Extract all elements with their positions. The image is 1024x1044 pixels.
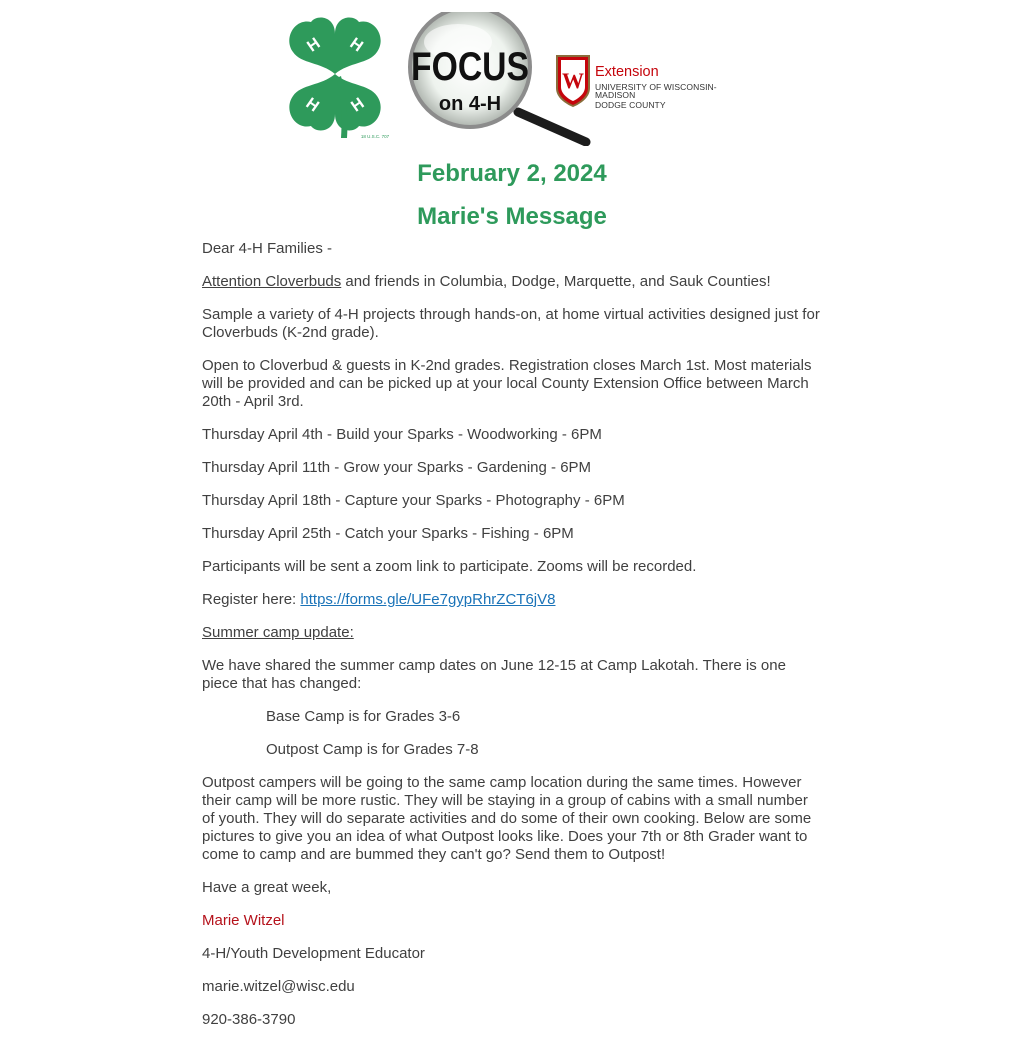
- session-item: Thursday April 18th - Capture your Sparks - Photography - 6PM: [202, 492, 625, 509]
- registration-paragraph: Open to Cloverbud & guests in K-2nd grades. Registration closes March 1st. Most materials will be provided and can be picked up at your local County Extension Office between March 20th - April 3rd.: [202, 357, 812, 410]
- extension-wordmark: Extension: [595, 64, 659, 80]
- signature-role: 4-H/Youth Development Educator: [202, 945, 425, 962]
- register-label: Register here:: [202, 591, 301, 608]
- outpost-camp-line: Outpost Camp is for Grades 7-8: [266, 741, 479, 758]
- attention-text: and friends in Columbia, Dodge, Marquette, and Sauk Counties!: [341, 273, 771, 290]
- newsletter-date: February 2, 2024: [417, 160, 607, 187]
- svg-text:H: H: [346, 34, 366, 56]
- session-item: Thursday April 11th - Grow your Sparks - Gardening - 6PM: [202, 459, 592, 476]
- signature-email: marie.witzel@wisc.edu: [202, 978, 355, 995]
- summer-camp-heading: Summer camp update:: [202, 624, 354, 641]
- attention-paragraph: [202, 273, 822, 291]
- session-item: Thursday April 25th - Catch your Sparks - Fishing - 6PM: [202, 525, 574, 542]
- svg-text:H: H: [348, 94, 368, 116]
- signature-phone: 920-386-3790: [202, 1011, 296, 1028]
- svg-text:H: H: [302, 94, 322, 116]
- newsletter-header: [0, 0, 1024, 148]
- focus-logo-title: FOCUS: [411, 45, 529, 89]
- message-body: [202, 240, 822, 1044]
- clover-trademark: 18 U.S.C. 707: [360, 134, 390, 139]
- register-link[interactable]: https://forms.gle/UFe7gypRhrZCT6jV8: [300, 591, 556, 608]
- closing-line: Have a great week,: [202, 879, 332, 896]
- extension-university: UNIVERSITY OF WISCONSIN-MADISON: [595, 81, 717, 100]
- uw-extension-logo: [555, 52, 755, 110]
- register-line: [202, 591, 822, 609]
- sample-paragraph: Sample a variety of 4-H projects through hands-on, at home virtual activities designed just for Cloverbuds (K-2nd grade).: [202, 306, 820, 341]
- signature-name: Marie Witzel: [202, 912, 285, 929]
- focus-logo-subtitle: on 4-H: [438, 93, 502, 115]
- 4h-clover-logo: [277, 12, 393, 140]
- base-camp-line: Base Camp is for Grades 3-6: [266, 708, 461, 725]
- attention-cloverbuds-heading: Attention Cloverbuds: [202, 273, 342, 290]
- extension-county: DODGE COUNTY: [595, 99, 666, 110]
- svg-text:H: H: [304, 34, 324, 56]
- zoom-paragraph: Participants will be sent a zoom link to participate. Zooms will be recorded.: [202, 558, 697, 575]
- svg-text:W: W: [562, 68, 584, 93]
- session-item: Thursday April 4th - Build your Sparks - Woodworking - 6PM: [202, 426, 602, 443]
- outpost-paragraph: Outpost campers will be going to the same camp location during the same times. However their camp will be more rustic. They will be staying in a group of cabins with a small number of youth. They will do separate activities and do some of their own cooking. Below are some pictures to give you an idea of what Outpost looks like. Does your 7th or 8th Grader want to come to camp and are bummed they can't go? Send them to Outpost!: [202, 774, 812, 863]
- greeting: Dear 4-H Families -: [202, 240, 333, 257]
- page-title: Marie's Message: [417, 203, 607, 230]
- camp-paragraph: We have shared the summer camp dates on June 12-15 at Camp Lakotah. There is one piece that has changed:: [202, 657, 786, 692]
- uw-crest-icon: [555, 52, 591, 108]
